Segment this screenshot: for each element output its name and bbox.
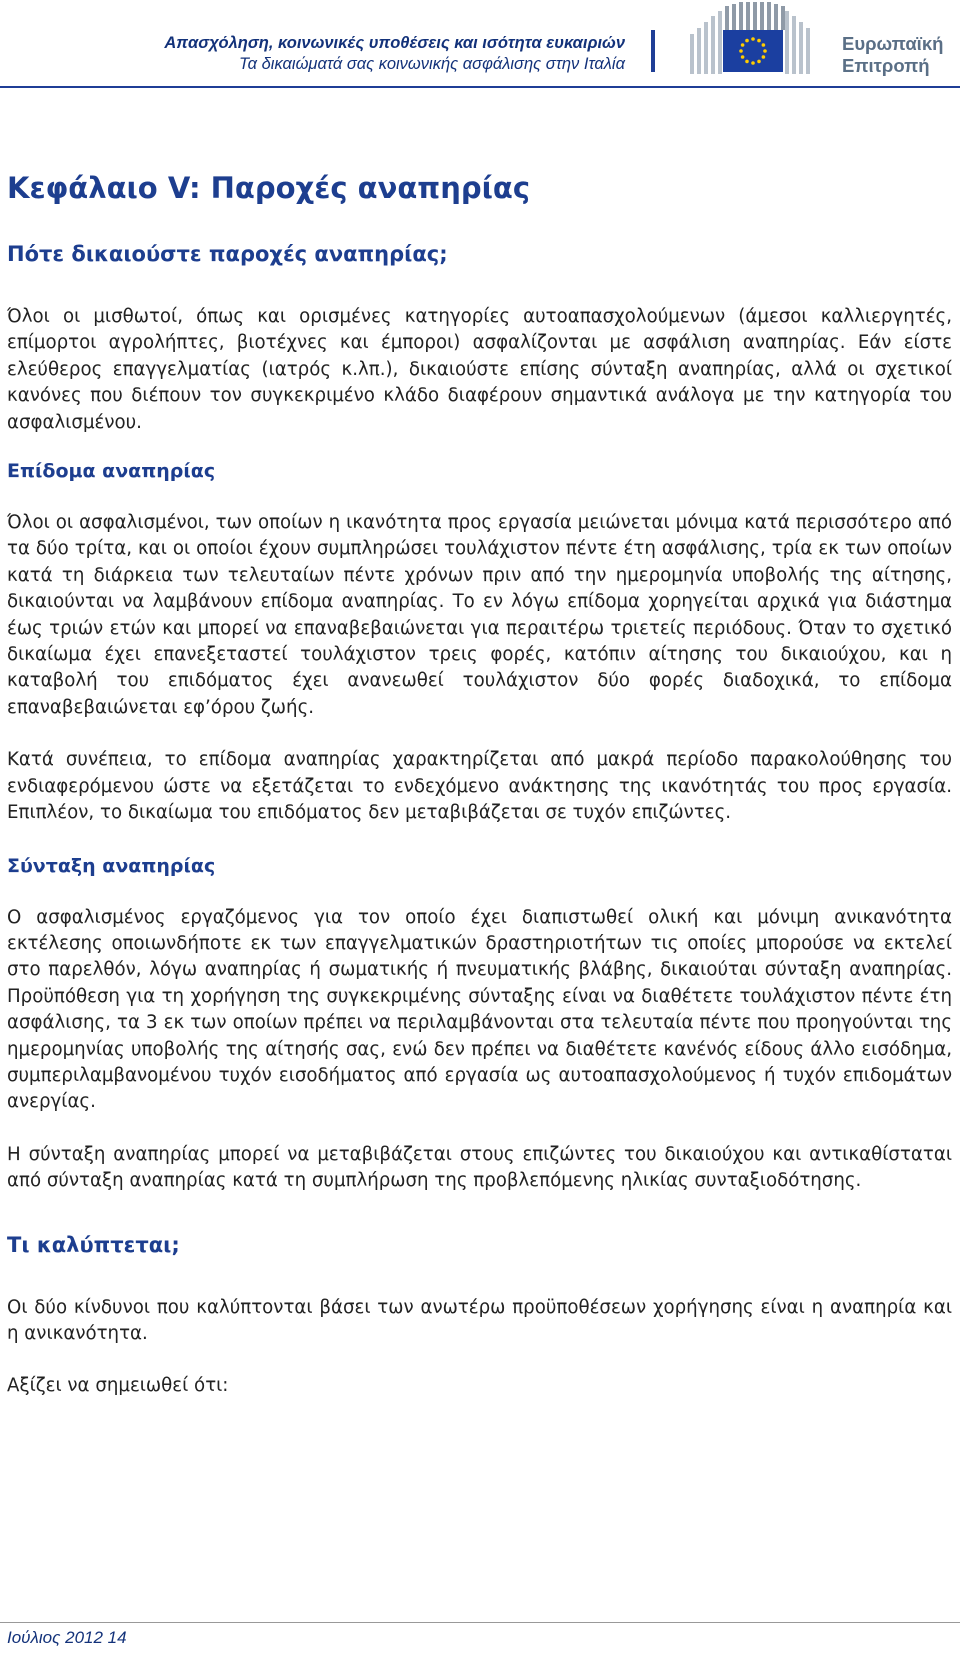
page-footer: Ιούλιος 2012 14 xyxy=(7,1628,127,1647)
paragraph-pension-1: Ο ασφαλισμένος εργαζόμενος για τον οποίο έχει διαπιστωθεί ολική και μόνιμη ανικανότητα εκτέλεσης οποιωνδήποτε εκ των επαγγελματικών δραστηριοτήτων τις οποίες μπορούσε να εκτελεί στο παρελθόν, λόγω αναπηρίας ή σωματικής ή πνευματικής βλάβης, δικαιούται σύνταξη αναπηρίας. Προϋπόθεση για τη χορήγηση της συγκεκριμένης σύνταξης είναι να διαθέτετε τουλάχιστον πέντε έτη ασφάλισης, τα 3 εκ των οποίων πρέπει να περιλαμβάνονται στα τελευταία πέντε που προηγούνται της ημερομηνίας υποβολής της αίτησής σας, ενώ δεν πρέπει να διαθέτετε κανένός είδους άλλο εισόδημα, συμπεριλαμβανομένου τυχόν εισοδήματος από εργασία ως αυτοαπασχολούμενος ή τυχόν επιδομάτων ανεργίας. xyxy=(7,906,952,1113)
subsection-title-pension: Σύνταξη αναπηρίας xyxy=(7,854,216,877)
header-rule xyxy=(0,86,960,88)
chapter-title: Κεφάλαιο V: Παροχές αναπηρίας xyxy=(7,171,531,205)
subsection-title-allowance: Επίδομα αναπηρίας xyxy=(7,460,216,483)
paragraph-allowance-2: Κατά συνέπεια, το επίδομα αναπηρίας χαρακτηρίζεται από μακρά περίοδο παρακολούθησης του ενδιαφερόμενου ώστε να εξετάζεται το ενδεχόμενο ανάκτησης της ικανότητάς του προς εργασία. Επιπλέον, το δικαίωμα του επιδόματος δεν μεταβιβάζεται σε τυχόν επιζώντες. xyxy=(7,749,952,824)
paragraph-pension-2: Η σύνταξη αναπηρίας μπορεί να μεταβιβάζεται στους επιζώντες του δικαιούχου και αντικαθίσταται από σύνταξη αναπηρίας κατά τη συμπλήρωση της προβλεπόμενης ηλικίας συνταξιοδότησης. xyxy=(7,1143,952,1192)
paragraph-allowance-1: Όλοι οι ασφαλισμένοι, των οποίων η ικανότητα προς εργασία μειώνεται μόνιμα κατά περισσότερο από τα δύο τρίτα, και οι οποίοι έχουν συμπληρώσει τουλάχιστον πέντε έτη ασφάλισης, τρία εκ των οποίων κατά τη διάρκεια των τελευταίων πέντε χρόνων πριν από την ημερομηνία υποβολής της αίτησης, δικαιούνται να λαμβάνουν επίδομα αναπηρίας. Το εν λόγω επίδομα χορηγείται αρχικά για διάστημα έως τριών ετών και μπορεί να επαναβεβαιώνεται για περαιτέρω τριετείς περιόδους. Όταν το σχετικό δικαίωμα έχει επανεξεταστεί τουλάχιστον τρεις φορές, κατόπιν αίτησης του δικαιούχου, και η καταβολή του επιδόματος έχει ανανεωθεί τουλάχιστον δύο φορές διαδοχικά, το επίδομα επαναβεβαιώνεται εφ’όρου ζωής. xyxy=(7,512,952,718)
footer-rule xyxy=(0,1622,960,1623)
page-header xyxy=(0,0,960,88)
commission-logo-text xyxy=(842,33,943,77)
document-body xyxy=(7,168,952,1400)
paragraph-coverage: Οι δύο κίνδυνοι που καλύπτονται βάσει των ανωτέρω προϋποθέσεων χορήγησης είναι η αναπηρία και η ανικανότητα. xyxy=(7,1296,952,1344)
paragraph-eligibility: Όλοι οι μισθωτοί, όπως και ορισμένες κατηγορίες αυτοαπασχολούμενων (άμεσοι καλλιεργητές, επίμορτοι αγρολήπτες, βιοτέχνες και έμποροι) ασφαλίζονται με ασφάλιση αναπηρίας. Εάν είστε ελεύθερος επαγγελματίας (ιατρός κ.λπ.), δικαιούστε επίσης σύνταξη αναπηρίας, αλλά οι σχετικοί κανόνες που διέπουν τον συγκεκριμένο κλάδο διαφέρουν σημαντικά ανάλογα με την κατηγορία του ασφαλισμένου. xyxy=(7,306,952,433)
header-divider xyxy=(651,30,655,72)
section-title-coverage: Τι καλύπτεται; xyxy=(7,1232,180,1257)
header-title xyxy=(164,33,625,75)
logo-line-2: Επιτροπή xyxy=(842,55,930,76)
logo-line-1: Ευρωπαϊκή xyxy=(842,33,944,54)
paragraph-note: Αξίζει να σημειωθεί ότι: xyxy=(7,1375,229,1397)
eu-flag-icon xyxy=(723,30,783,72)
header-department: Απασχόληση, κοινωνικές υποθέσεις και ισότητα ευκαιριών xyxy=(164,34,625,52)
header-subtitle: Τα δικαιώματά σας κοινωνικής ασφάλισης στην Ιταλία xyxy=(239,55,625,73)
section-title-when-eligible: Πότε δικαιούστε παροχές αναπηρίας; xyxy=(7,242,448,266)
